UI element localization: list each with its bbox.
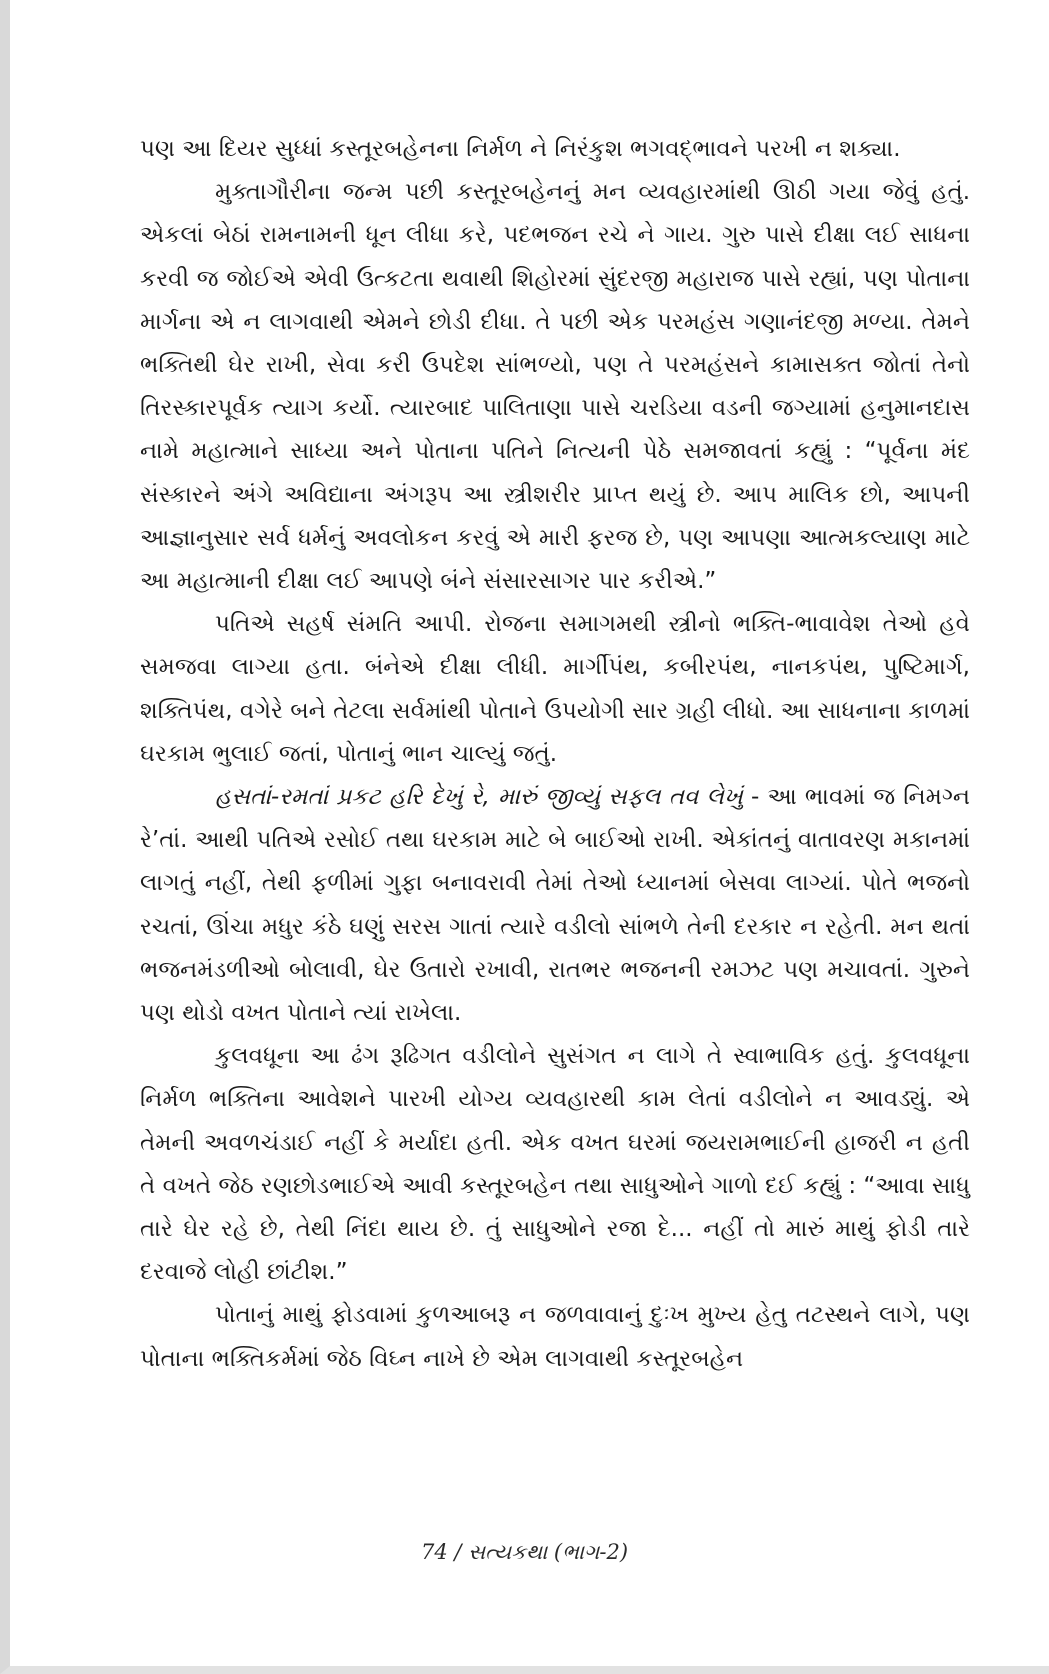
footer-separator: /	[454, 1540, 462, 1564]
paragraph-5	[140, 1035, 970, 1294]
body-text	[140, 128, 970, 1381]
paragraph-4-text: - આ ભાવમાં જ નિમગ્ન રે’તાં. આથી પતિએ રસોઈ તથા ઘરકામ માટે બે બાઈઓ રાખી. એકાંતનું વાતાવરણ મકાનમાં લાગતું નહીં, તેથી ફળીમાં ગુફા બનાવરાવી તેમાં તેઓ ધ્યાનમાં બેસવા લાગ્યાં. પોતે ભજનો રચતાં, ઊંચા મધુર કંઠે ઘણું સરસ ગાતાં ત્યારે વડીલો સાંભળે તેની દરકાર ન રહેતી. મન થતાં ભજનમંડળીઓ બોલાવી, ઘેર ઉતારો રખાવી, રાતભર ભજનની રમઝટ પણ મચાવતાં. ગુરુને પણ થોડો વખત પોતાને ત્યાં રાખેલા.	[140, 784, 970, 1027]
paragraph-2	[140, 171, 970, 603]
paragraph-6-text: પોતાનું માથું ફોડવામાં કુળઆબરૂ ન જળવાવાનું દુઃખ મુખ્ય હેતુ તટસ્થને લાગે, પણ પોતાના ભક્તિકર્મમાં જેઠ વિઘ્ન નાખે છે એમ લાગવાથી કસ્તૂરબહેન	[140, 1302, 970, 1372]
page-number: 74	[420, 1540, 448, 1564]
page-footer	[0, 1540, 1049, 1565]
book-title: સત્યકથા (ભાગ-2)	[468, 1540, 629, 1564]
paragraph-3	[140, 603, 970, 776]
paragraph-3-text: પતિએ સહર્ષ સંમતિ આપી. રોજના સમાગમથી સ્ત્રીનો ભક્તિ-ભાવાવેશ તેઓ હવે સમજવા લાગ્યા હતા. બંનેએ દીક્ષા લીધી. માર્ગીપંથ, કબીરપંથ, નાનકપંથ, પુષ્ટિમાર્ગ, શક્તિપંથ, વગેરે બને તેટલા સર્વમાંથી પોતાને ઉપયોગી સાર ગ્રહી લીધો. આ સાધનાના કાળમાં ઘરકામ ભુલાઈ જતાં, પોતાનું ભાન ચાલ્યું જતું.	[140, 611, 970, 767]
paragraph-4-quote: હસતાં-રમતાં પ્રકટ હરિ દેખું રે, મારું જીવ્યું સફલ તવ લેખું	[215, 784, 743, 811]
paragraph-6	[140, 1294, 970, 1380]
paragraph-1-text: પણ આ દિયર સુધ્ધાં કસ્તૂરબહેનના નિર્મળ ને નિરંકુશ ભગવદ્ભાવને પરખી ન શક્યા.	[140, 136, 901, 162]
paragraph-1	[140, 128, 970, 171]
paragraph-5-text: કુલવધૂના આ ઢંગ રૂઢિગત વડીલોને સુસંગત ન લાગે તે સ્વાભાવિક હતું. કુલવધૂના નિર્મળ ભક્તિના આવેશને પારખી યોગ્ય વ્યવહારથી કામ લેતાં વડીલોને ન આવડ્યું. એ તેમની અવળચંડાઈ નહીં કે મર્યાદા હતી. એક વખત ઘરમાં જયરામભાઈની હાજરી ન હતી તે વખતે જેઠ રણછોડભાઈએ આવી કસ્તૂરબહેન તથા સાધુઓને ગાળો દઈ કહ્યું : “આવા સાધુ તારે ઘેર રહે છે, તેથી નિંદા થાય છે. તું સાધુઓને રજા દે... નહીં તો મારું માથું ફોડી તારે દરવાજે લોહી છાંટીશ.”	[140, 1043, 970, 1286]
paragraph-2-text: મુક્તાગૌરીના જન્મ પછી કસ્તૂરબહેનનું મન વ્યવહારમાંથી ઊઠી ગયા જેવું હતું. એકલાં બેઠાં રામનામની ધૂન લીધા કરે, પદભજન રચે ને ગાય. ગુરુ પાસે દીક્ષા લઈ સાધના કરવી જ જોઈએ એવી ઉત્કટતા થવાથી શિહોરમાં સુંદરજી મહારાજ પાસે રહ્યાં, પણ પોતાના માર્ગના એ ન લાગવાથી એમને છોડી દીધા. તે પછી એક પરમહંસ ગણાનંદજી મળ્યા. તેમને ભક્તિથી ઘેર રાખી, સેવા કરી ઉપદેશ સાંભળ્યો, પણ તે પરમહંસને કામાસક્ત જોતાં તેનો તિરસ્કારપૂર્વક ત્યાગ કર્યો. ત્યારબાદ પાલિતાણા પાસે ચરડિયા વડની જગ્યામાં હનુમાનદાસ નામે મહાત્માને સાધ્યા અને પોતાના પતિને નિત્યની પેઠે સમજાવતાં કહ્યું : “પૂર્વના મંદ સંસ્કારને અંગે અવિદ્યાના અંગરૂપ આ સ્ત્રીશરીર પ્રાપ્ત થયું છે. આપ માલિક છો, આપની આજ્ઞાનુસાર સર્વ ધર્મનું અવલોકન કરવું એ મારી ફરજ છે, પણ આપણા આત્મકલ્યાણ માટે આ મહાત્માની દીક્ષા લઈ આપણે બંને સંસારસાગર પાર કરીએ.”	[140, 179, 970, 595]
paragraph-4	[140, 776, 970, 1035]
